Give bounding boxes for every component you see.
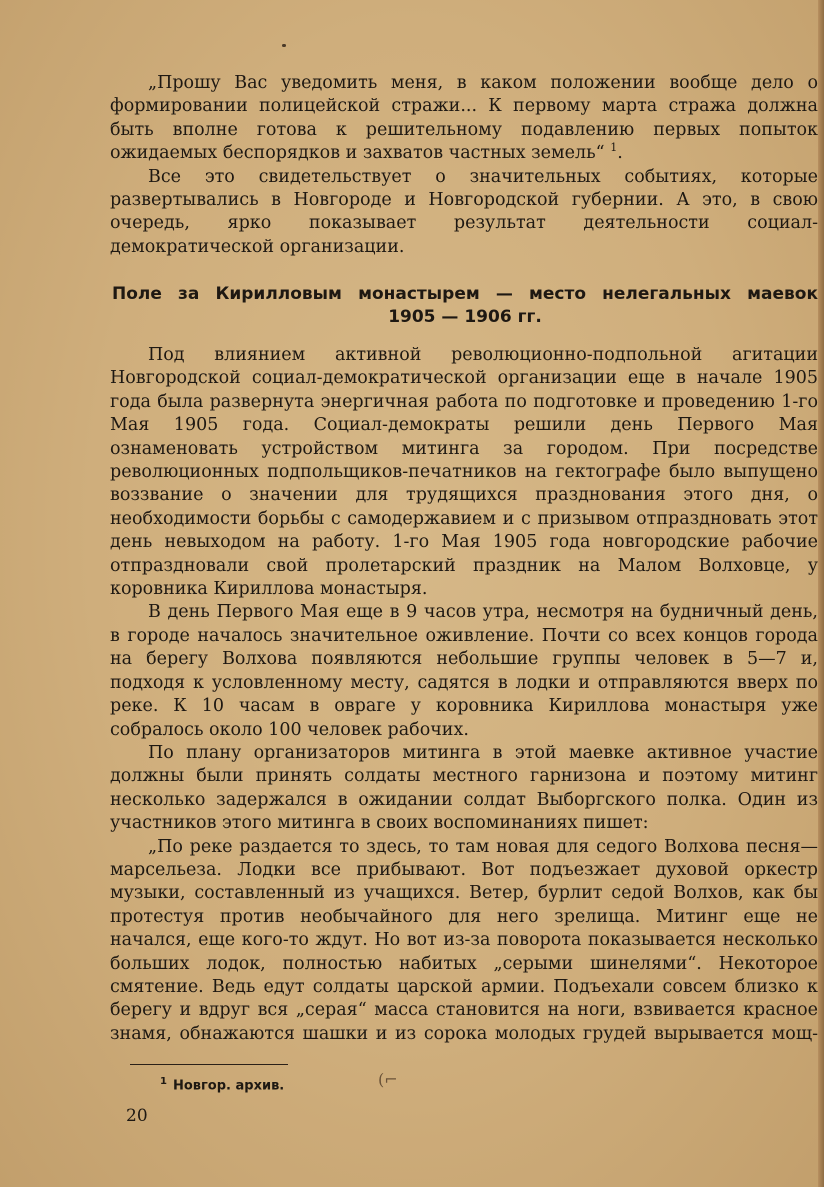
footnote xyxy=(160,1073,284,1095)
page-edge xyxy=(818,0,824,1187)
section-heading-line1: Поле за Кирилловым монастырем — место нелегальных маевок xyxy=(112,284,818,304)
footnote-rule xyxy=(130,1064,288,1065)
body-paragraph: По плану организаторов митинга в этой маевке активное участие должны были принять солдаты местного гарнизона и поэтому митинг несколько задержался в ожидании солдат Выборгского полка. Один из участников этого митинга в своих воспоминаниях пишет: xyxy=(110,742,818,834)
footnote-number: 1 xyxy=(160,1076,167,1087)
print-speck xyxy=(282,44,286,47)
quote-paragraph: „Прошу Вас уведомить меня, в каком положении вообще дело о формировании полицейской стражи... К первому марта стража должна быть вполне готова к решительному подавлению первых попыток ожидаемых беспорядков и захватов частных земель“ $^1$. xyxy=(110,73,818,164)
pencil-mark: (⌐ xyxy=(378,1070,398,1089)
body-paragraph: Под влиянием активной революционно-подпольной агитации Новгородской социал-демократической организации еще в начале 1905 года была развернута энергичная работа по подготовке и проведению 1-го Мая 1905 года. Социал-демократы решили день Первого Мая ознаменовать устройством митинга за городом. При посредстве революционных подпольщиков-печатников на гектографе было выпущено воззвание о значении для трудящихся празднования этого дня, о необходимости борьбы с самодержавием и с призывом отпраздновать этот день невыходом на работу. 1-го Мая 1905 года новгородские рабочие отпраздновали свой пролетарский праздник на Малом Волховце, у коровника Кириллова монастыря. xyxy=(110,345,818,600)
quote-paragraph: „По реке раздается то здесь, то там новая для седого Волхова песня—марсельеза. Лодки все прибывают. Вот подъезжает духовой оркестр музыки, составленный из учащихся. Ветер, бурлит седой Волхов, как бы протестуя против необычайного для него зрелища. Митинг еще не начался, еще кого-то ждут. Но вот из-за поворота показывается несколько больших лодок, полностью набитых „серыми шинелями“. Некоторое смятение. Ведь едут солдаты царской армии. Подъехали совсем близко к берегу и вдруг вся „серая“ масса становится на ноги, взвивается красное знамя, обнажаются шашки и из сорока молодых грудей вырывается мощ- xyxy=(110,836,818,1044)
section-heading-line2: 1905 — 1906 гг. xyxy=(388,307,542,327)
top-text-block xyxy=(110,72,818,259)
body-paragraph: В день Первого Мая еще в 9 часов утра, несмотря на будничный день, в городе началось значительное оживление. Почти со всех концов города на берегу Волхова появляются небольшие группы человек в 5—7 и, подходя к условленному месту, садятся в лодки и отправляются вверх по реке. К 10 часам в овраге у коровника Кириллова монастыря уже собралось около 100 человек рабочих. xyxy=(110,602,818,740)
body-paragraph: Все это свидетельствует о значительных событиях, которые развертывались в Новгороде и Новгородской губернии. А это, в свою очередь, ярко показывает результат деятельности социал-демократической организации. xyxy=(110,166,818,257)
footnote-reference: 1 xyxy=(610,141,618,155)
footnote-text: Новгор. архив. xyxy=(172,1078,285,1094)
page-number: 20 xyxy=(126,1106,148,1126)
main-text-block xyxy=(110,344,818,1046)
section-heading xyxy=(112,283,818,329)
